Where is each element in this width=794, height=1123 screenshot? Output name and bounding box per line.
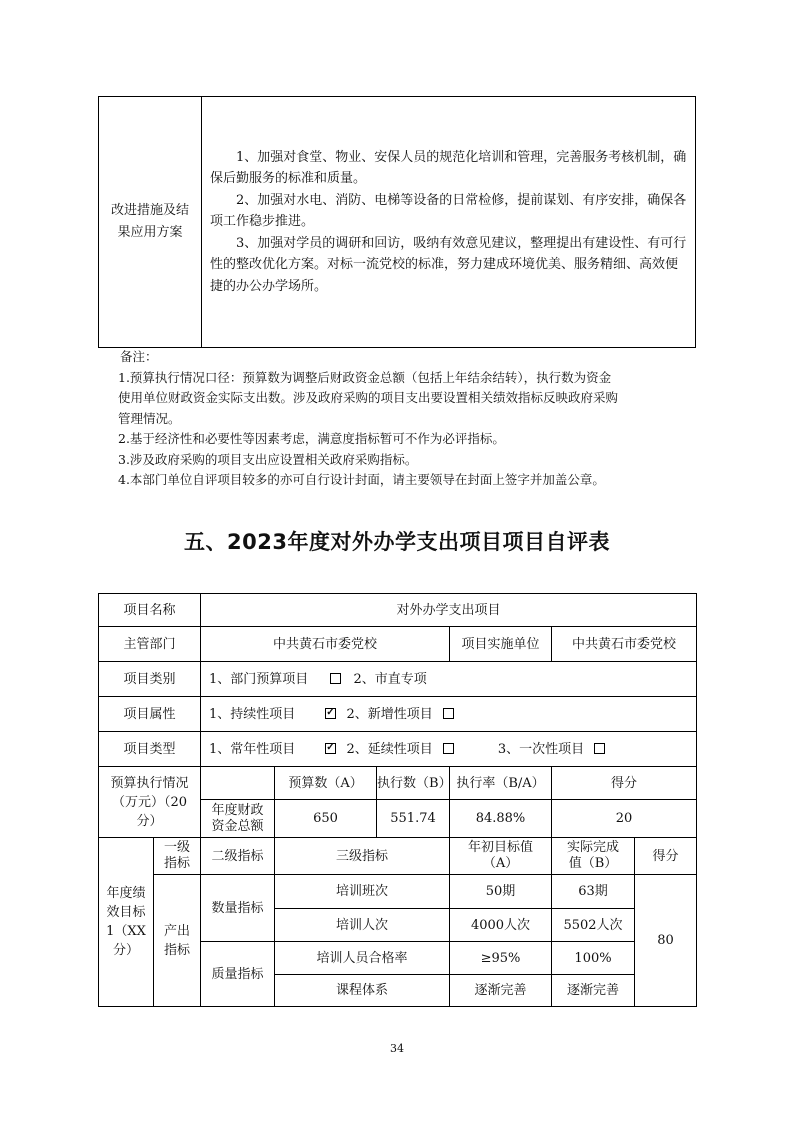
notes-line: 管理情况。	[118, 410, 181, 426]
row-target: ≥95%	[450, 942, 552, 975]
budget-row-label-text: 年度财政资金总额	[211, 802, 264, 834]
budget-rate: 84.88%	[450, 800, 552, 838]
notes-heading: 备注：	[120, 349, 158, 364]
evaluation-table	[98, 593, 697, 1007]
perf-col-score: 得分	[635, 838, 697, 875]
quantity-label: 数量指标	[201, 875, 275, 942]
perf-label	[99, 838, 154, 1007]
page-number: 34	[390, 1042, 404, 1055]
checkbox[interactable]	[443, 708, 454, 719]
quality-label: 质量指标	[201, 942, 275, 1007]
perf-col-l2: 二级指标	[201, 838, 275, 875]
perf-label-text: 年度绩效目标1（XX分）	[106, 886, 146, 958]
impl-label: 项目实施单位	[450, 627, 552, 662]
row-actual: 5502人次	[552, 909, 635, 942]
improvement-paragraph: 2、加强对水电、消防、电梯等设备的日常检修，提前谋划、有序安排，确保各项工作稳步推进。	[210, 192, 687, 230]
type-opt-3: 3、一次性项目	[497, 741, 585, 757]
perf-col-l1-text: 一级指标	[163, 840, 190, 871]
dept-value: 中共黄石市委党校	[201, 627, 450, 662]
budget-col-rate: 执行率（B/A）	[450, 767, 552, 800]
improvement-content	[202, 97, 696, 348]
budget-label	[99, 767, 201, 838]
dept-label: 主管部门	[99, 627, 201, 662]
category-label: 项目类别	[99, 662, 201, 697]
budget-b: 551.74	[377, 800, 450, 838]
project-name-value: 对外办学支出项目	[201, 594, 697, 627]
type-label: 项目类型	[99, 732, 201, 767]
perf-col-l1	[154, 838, 201, 875]
row-l3: 培训人次	[275, 909, 450, 942]
attr-opt-1: 1、持续性项目	[209, 706, 296, 722]
notes-line: 3.涉及政府采购的项目支出应设置相关政府采购指标。	[118, 451, 418, 467]
notes	[120, 347, 700, 491]
category-opt-2: 2、市直专项	[353, 671, 427, 687]
attr-label: 项目属性	[99, 697, 201, 732]
row-actual: 逐渐完善	[552, 975, 635, 1007]
row-target: 50期	[450, 875, 552, 909]
row-actual: 63期	[552, 875, 635, 909]
category-options	[201, 662, 697, 697]
budget-a: 650	[275, 800, 377, 838]
budget-label-text: 预算执行情况（万元）（20分）	[110, 775, 189, 829]
improvement-label-cell	[99, 97, 202, 348]
perf-col-actual-text: 实际完成值（B）	[567, 840, 620, 871]
attr-options	[201, 697, 697, 732]
budget-score: 20	[552, 800, 697, 838]
improvement-paragraph: 3、加强对学员的调研和回访，吸纳有效意见建议，整理提出有建设性、有可行性的整改优化方案。对标一流党校的标准，努力建成环境优美、服务精细、高效便捷的办公办学场所。	[210, 235, 687, 294]
checkbox[interactable]	[443, 743, 454, 754]
row-l3: 课程体系	[275, 975, 450, 1007]
row-l3: 培训人员合格率	[275, 942, 450, 975]
type-opt-2: 2、延续性项目	[346, 741, 433, 757]
checkbox-checked[interactable]	[325, 708, 336, 719]
perf-col-l3: 三级指标	[275, 838, 450, 875]
budget-row-label	[201, 800, 275, 838]
row-actual: 100%	[552, 942, 635, 975]
output-label	[154, 875, 201, 1007]
budget-col-a: 预算数（A）	[275, 767, 377, 800]
section-title: 五、2023年度对外办学支出项目项目自评表	[184, 530, 610, 554]
row-target: 4000人次	[450, 909, 552, 942]
output-label-text: 产出指标	[163, 923, 190, 958]
budget-col-score: 得分	[552, 767, 697, 800]
improvement-paragraph: 1、加强对食堂、物业、安保人员的规范化培训和管理，完善服务考核机制，确保后勤服务的标准和质量。	[210, 149, 687, 187]
notes-line: 1.预算执行情况口径：预算数为调整后财政资金总额（包括上年结余结转），执行数为资金	[118, 369, 612, 385]
type-opt-1: 1、常年性项目	[209, 741, 296, 757]
notes-line: 使用单位财政资金实际支出数。涉及政府采购的项目支出要设置相关绩效指标反映政府采购	[118, 390, 619, 405]
perf-col-actual	[552, 838, 635, 875]
perf-col-target	[450, 838, 552, 875]
checkbox[interactable]	[330, 673, 341, 684]
type-options	[201, 732, 697, 767]
impl-value: 中共黄石市委党校	[552, 627, 697, 662]
perf-score: 80	[635, 875, 697, 1007]
project-name-label: 项目名称	[99, 594, 201, 627]
budget-col-b: 执行数（B）	[377, 767, 450, 800]
improvement-label: 改进措施及结果应用方案	[110, 203, 189, 240]
improvement-table	[98, 96, 696, 348]
attr-opt-2: 2、新增性项目	[346, 706, 433, 722]
budget-blank-cell	[201, 767, 275, 800]
notes-line: 2.基于经济性和必要性等因素考虑，满意度指标暂可不作为必评指标。	[118, 431, 505, 446]
row-l3: 培训班次	[275, 875, 450, 909]
checkbox-checked[interactable]	[325, 743, 336, 754]
notes-line: 4.本部门单位自评项目较多的亦可自行设计封面，请主要领导在封面上签字并加盖公章。	[118, 472, 605, 487]
perf-col-target-text: 年初目标值（A）	[468, 840, 534, 871]
checkbox[interactable]	[594, 743, 605, 754]
category-opt-1: 1、部门预算项目	[209, 671, 309, 687]
row-target: 逐渐完善	[450, 975, 552, 1007]
